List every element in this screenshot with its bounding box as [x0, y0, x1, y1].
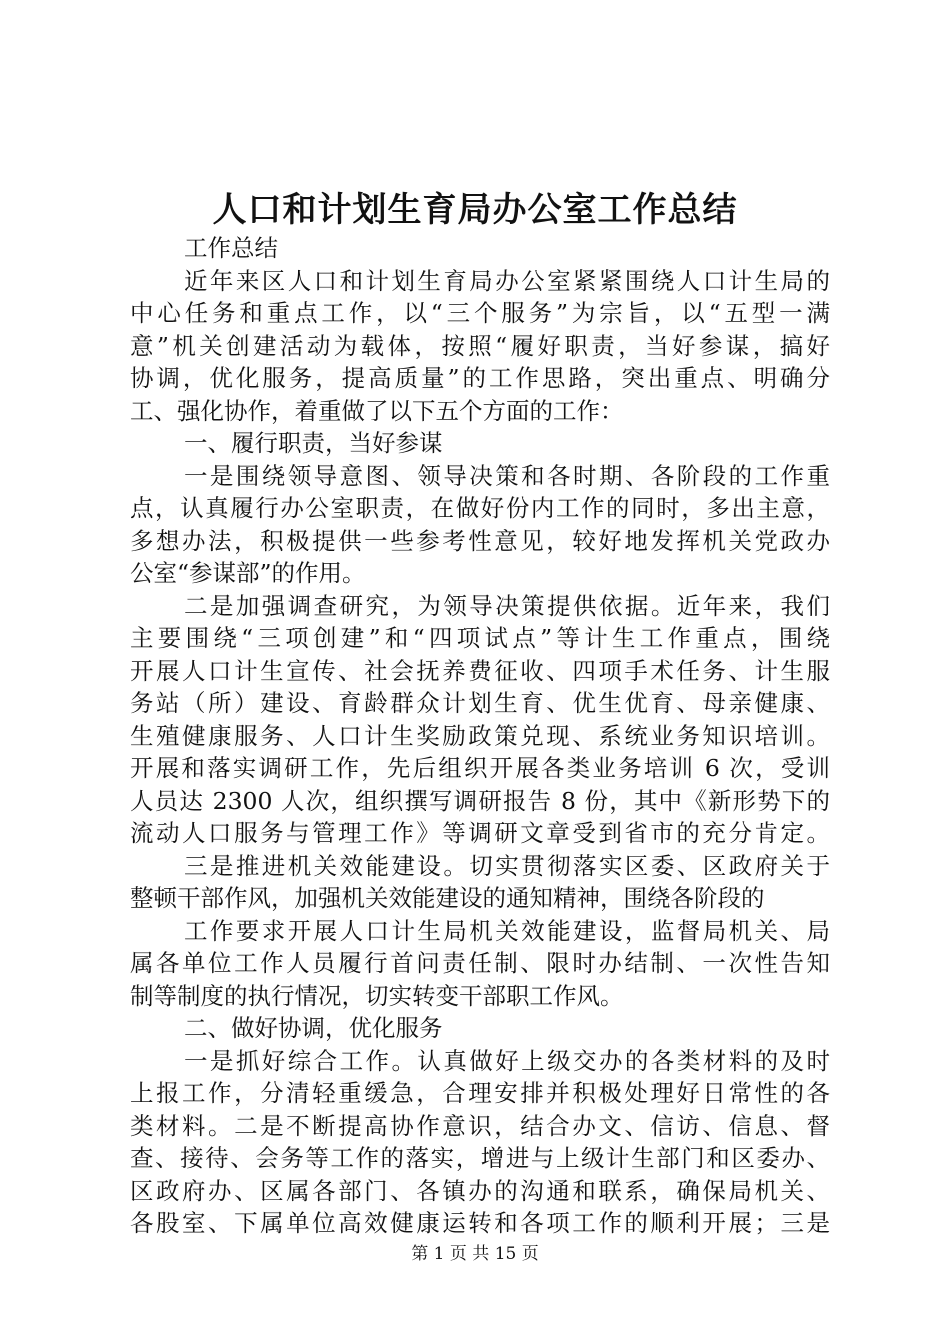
text-line: 各股室、下属单位高效健康运转和各项工作的顺利开展；三是 — [130, 1209, 830, 1237]
text-line: 中心任务和重点工作，以“三个服务”为宗旨，以“五型一满 — [130, 299, 830, 327]
page-footer: 第 1 页 共 15 页 — [411, 1244, 539, 1264]
text-line: 工作总结 — [184, 234, 278, 262]
text-line: 人员达 2300 人次，组织撰写调研报告 8 份，其中《新形势下的 — [130, 786, 830, 815]
text-line: 上报工作，分清轻重缓急，合理安排并积极处理好日常性的各 — [130, 1079, 830, 1107]
text-line: 查、接待、会务等工作的落实，增进与上级计生部门和区委办、 — [130, 1144, 830, 1172]
text-line: 属各单位工作人员履行首问责任制、限时办结制、一次性告知 — [130, 949, 830, 977]
text-line: 点，认真履行办公室职责，在做好份内工作的同时，多出主意， — [130, 494, 830, 522]
text-line: 多想办法，积极提供一些参考性意见，较好地发挥机关党政办 — [130, 526, 830, 555]
text-line: 流动人口服务与管理工作》等调研文章受到省市的充分肯定。 — [130, 819, 830, 847]
text-line: 二是加强调查研究，为领导决策提供依据。近年来，我们 — [184, 591, 830, 620]
document-body — [130, 232, 830, 1240]
text-line: 三是推进机关效能建设。切实贯彻落实区委、区政府关于 — [184, 851, 830, 880]
text-line: 一、履行职责，当好参谋 — [184, 429, 443, 457]
text-line: 开展和落实调研工作，先后组织开展各类业务培训 6 次，受训 — [130, 754, 830, 782]
text-line: 工、强化协作，着重做了以下五个方面的工作： — [130, 396, 624, 425]
text-line: 一是抓好综合工作。认真做好上级交办的各类材料的及时 — [184, 1046, 830, 1075]
text-line: 制等制度的执行情况，切实转变干部职工作风。 — [130, 981, 624, 1010]
text-line: 意”机关创建活动为载体，按照“履好职责，当好参谋，搞好 — [130, 331, 830, 360]
text-line: 类材料。二是不断提高协作意识，结合办文、信访、信息、督 — [130, 1111, 830, 1140]
text-line: 一是围绕领导意图、领导决策和各时期、各阶段的工作重 — [184, 461, 830, 490]
text-line: 主要围绕“三项创建”和“四项试点”等计生工作重点，围绕 — [130, 624, 830, 652]
text-line: 开展人口计生宣传、社会抚养费征收、四项手术任务、计生服 — [130, 656, 830, 685]
text-line: 协调，优化服务，提高质量”的工作思路，突出重点、明确分 — [130, 364, 830, 392]
text-line: 生殖健康服务、人口计生奖励政策兑现、系统业务知识培训。 — [130, 721, 830, 750]
text-line: 务站（所）建设、育龄群众计划生育、优生优育、母亲健康、 — [130, 689, 830, 717]
text-line: 二、做好协调，优化服务 — [184, 1014, 443, 1042]
text-line: 近年来区人口和计划生育局办公室紧紧围绕人口计生局的 — [184, 266, 830, 295]
document-title: 人口和计划生育局办公室工作总结 — [212, 190, 738, 230]
text-line: 工作要求开展人口计生局机关效能建设，监督局机关、局 — [184, 916, 830, 945]
text-line: 区政府办、区属各部门、各镇办的沟通和联系，确保局机关、 — [130, 1176, 830, 1205]
text-line: 公室“参谋部”的作用。 — [130, 559, 366, 587]
text-line: 整顿干部作风，加强机关效能建设的通知精神，围绕各阶段的 — [130, 884, 765, 912]
